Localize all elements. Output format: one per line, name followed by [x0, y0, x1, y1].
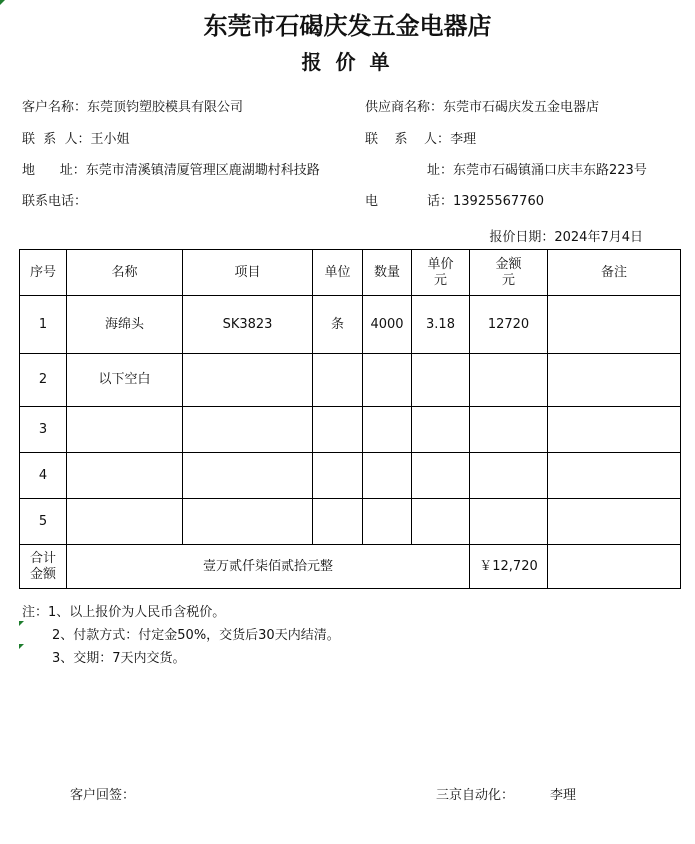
row-remark — [548, 296, 681, 354]
customer-phone-line — [22, 190, 362, 209]
row-seq: 2 — [20, 354, 67, 407]
row-qty — [363, 407, 412, 453]
company-sign-label: 三京自动化： — [436, 788, 515, 803]
customer-phone-label: 联系电话： — [22, 194, 88, 209]
row-unit — [313, 354, 363, 407]
header-seq: 序号 — [20, 250, 67, 296]
supplier-contact-label: 联 系 人： — [365, 132, 451, 147]
row-qty: 4000 — [363, 296, 412, 354]
customer-contact-line — [22, 128, 362, 147]
customer-name-label: 客户名称： — [22, 100, 88, 115]
supplier-address-value: 东莞市石碣镇涌口庆丰东路223号 — [453, 163, 647, 178]
table-row — [20, 407, 681, 453]
table-row — [20, 354, 681, 407]
row-item — [183, 499, 313, 545]
total-remark — [548, 545, 681, 589]
supplier-address-label: 址： — [427, 163, 454, 178]
row-amount — [470, 499, 548, 545]
header-amount: 金额 元 — [470, 250, 548, 296]
supplier-address-line — [365, 159, 690, 178]
supplier-name-value: 东莞市石碣庆发五金电器店 — [443, 100, 600, 115]
row-remark — [548, 453, 681, 499]
row-name — [67, 407, 183, 453]
supplier-phone-line — [365, 190, 685, 209]
row-item — [183, 407, 313, 453]
notes — [22, 601, 340, 670]
row-remark — [548, 499, 681, 545]
row-price — [412, 499, 470, 545]
row-remark — [548, 354, 681, 407]
row-amount — [470, 407, 548, 453]
table-total-row — [20, 545, 681, 589]
header-price: 单价 元 — [412, 250, 470, 296]
row-qty — [363, 453, 412, 499]
row-name — [67, 453, 183, 499]
row-seq: 4 — [20, 453, 67, 499]
quote-table — [19, 249, 681, 589]
row-amount — [470, 354, 548, 407]
total-amount: ￥12,720 — [470, 545, 548, 589]
total-label: 合计 金额 — [20, 545, 67, 589]
corner-marker — [0, 0, 5, 5]
row-item — [183, 354, 313, 407]
row-name: 以下空白 — [67, 354, 183, 407]
supplier-contact-line — [365, 128, 685, 147]
row-price — [412, 407, 470, 453]
document-subtitle: 报价单 — [301, 50, 404, 74]
row-price — [412, 354, 470, 407]
row-price: 3.18 — [412, 296, 470, 354]
customer-name-line — [22, 96, 362, 115]
customer-address-line — [22, 159, 364, 178]
supplier-name-line — [365, 96, 685, 115]
note-3: 3、交期：7天内交货。 — [52, 651, 186, 666]
note-2: 2、付款方式：付定金50%，交货后30天内结清。 — [52, 628, 340, 643]
header-remark: 备注 — [548, 250, 681, 296]
supplier-phone-marker: 电 — [365, 194, 379, 209]
row-price — [412, 453, 470, 499]
row-amount — [470, 453, 548, 499]
customer-name-value: 东莞顶钧塑胶模具有限公司 — [87, 100, 244, 115]
supplier-contact-value: 李理 — [450, 132, 477, 147]
row-unit: 条 — [313, 296, 363, 354]
row-qty — [363, 354, 412, 407]
note-1: 注：1、以上报价为人民币含税价。 — [22, 605, 226, 620]
row-unit — [313, 453, 363, 499]
table-row — [20, 296, 681, 354]
header-qty: 数量 — [363, 250, 412, 296]
document-title: 东莞市石碣庆发五金电器店 — [203, 11, 492, 40]
customer-reply-label: 客户回签： — [70, 788, 136, 803]
quote-date: 报价日期：2024年7月4日 — [489, 230, 643, 245]
row-item — [183, 453, 313, 499]
row-unit — [313, 499, 363, 545]
customer-contact-value: 王小姐 — [90, 132, 130, 147]
header-item: 项目 — [183, 250, 313, 296]
row-seq: 1 — [20, 296, 67, 354]
supplier-phone-label: 话： — [427, 194, 454, 209]
header-unit: 单位 — [313, 250, 363, 296]
table-row — [20, 499, 681, 545]
total-amount-words: 壹万贰仟柒佰贰拾元整 — [67, 545, 470, 589]
row-name: 海绵头 — [67, 296, 183, 354]
supplier-phone-value: 13925567760 — [453, 194, 544, 209]
supplier-name-label: 供应商名称： — [365, 100, 444, 115]
row-amount: 12720 — [470, 296, 548, 354]
row-seq: 5 — [20, 499, 67, 545]
customer-address-label: 地 址： — [22, 163, 86, 178]
table-row — [20, 453, 681, 499]
row-seq: 3 — [20, 407, 67, 453]
row-remark — [548, 407, 681, 453]
row-item: SK3823 — [183, 296, 313, 354]
row-qty — [363, 499, 412, 545]
customer-address-value: 东莞市清溪镇清厦管理区鹿湖墈村科技路 — [85, 163, 320, 178]
header-name: 名称 — [67, 250, 183, 296]
table-header-row — [20, 250, 681, 296]
company-signer: 李理 — [550, 788, 577, 803]
customer-contact-label: 联 系 人： — [22, 132, 91, 147]
row-name — [67, 499, 183, 545]
row-unit — [313, 407, 363, 453]
